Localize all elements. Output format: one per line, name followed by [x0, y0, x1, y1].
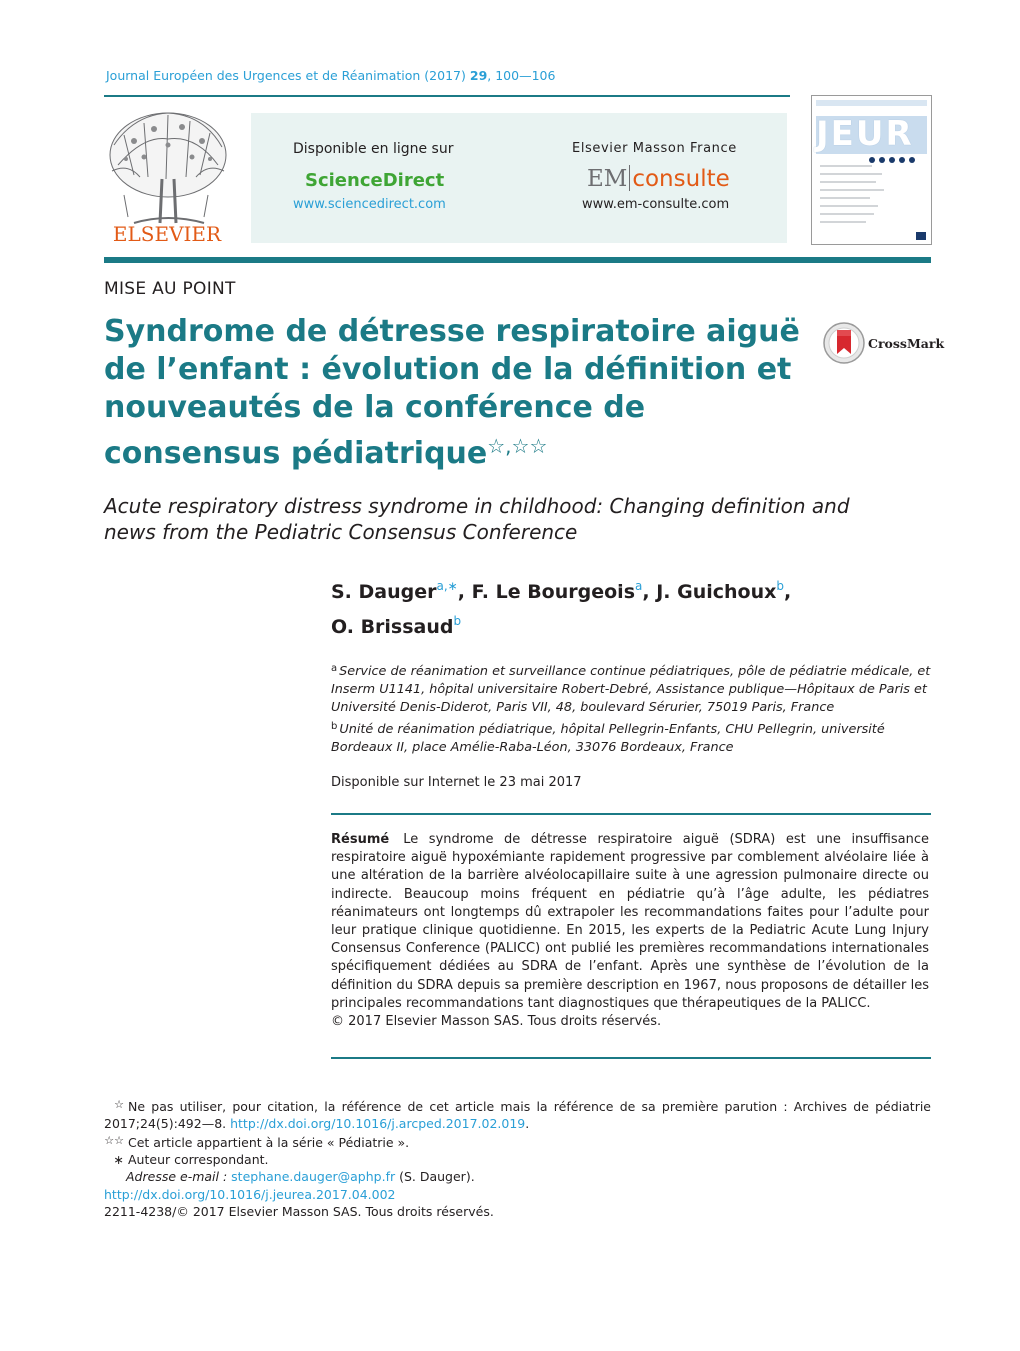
sciencedirect-logo[interactable]: ScienceDirect — [305, 170, 445, 191]
journal-volume: 29 — [469, 68, 488, 83]
footnote-mark: ☆ — [114, 1098, 124, 1111]
masthead-rule — [104, 257, 931, 263]
available-online-label: Disponible en ligne sur — [293, 141, 454, 157]
affiliation-item — [331, 660, 931, 718]
author-affiliation-mark[interactable]: b — [453, 614, 462, 628]
journal-pages: , 100—106 — [487, 68, 556, 83]
elsevier-wordmark: ELSEVIER — [112, 222, 222, 246]
journal-name: Journal Européen des Urgences et de Réanimation (2017) — [106, 68, 466, 83]
author-name: O. Brissaud — [331, 616, 454, 638]
footnote-item — [104, 1132, 931, 1151]
header-rule — [104, 95, 790, 97]
author-list — [331, 572, 911, 642]
journal-citation[interactable] — [106, 68, 555, 83]
sciencedirect-link[interactable]: www.sciencedirect.com — [293, 197, 446, 212]
consulte-logo-part: consulte — [632, 166, 730, 192]
author-name: F. Le Bourgeois — [471, 581, 635, 603]
footnote-mark: ☆☆ — [104, 1134, 124, 1147]
title-footnote-marks[interactable]: ☆,☆☆ — [487, 434, 548, 458]
email-link[interactable]: stephane.dauger@aphp.fr — [231, 1169, 396, 1184]
author-affiliation-mark[interactable]: a,∗ — [436, 579, 458, 593]
abstract — [331, 831, 929, 1031]
abstract-top-rule — [331, 813, 931, 815]
footnote-email — [104, 1168, 931, 1185]
reference-doi-link[interactable]: http://dx.doi.org/10.1016/j.arcped.2017.02.019 — [230, 1116, 526, 1131]
footnote-item — [104, 1096, 931, 1132]
affiliation-item — [331, 718, 931, 757]
footnote-mark: ∗ — [113, 1152, 124, 1167]
footnote-item — [104, 1151, 931, 1168]
footnote-end: . — [525, 1116, 530, 1131]
abstract-label: Résumé — [331, 832, 390, 847]
em-consulte-logo[interactable] — [587, 165, 730, 192]
email-label: Adresse e-mail : — [126, 1169, 228, 1184]
affiliations — [331, 660, 931, 757]
cover-title-letters: JEUR — [816, 114, 914, 154]
crossmark-label: CrossMark — [868, 336, 945, 351]
em-consulte-link[interactable]: www.em-consulte.com — [582, 197, 730, 212]
footnote-text: Auteur correspondant. — [128, 1152, 269, 1167]
ems-label: Elsevier Masson France — [572, 141, 737, 156]
abstract-text: Le syndrome de détresse respiratoire aiguë (SDRA) est une insuffisance respiratoire aiguë hypoxémiante rapidement progressive par comblement alvéolaire liée à une altération de la barrière alvéolocapillaire suite à une agression pulmonaire directe ou indirecte. Beaucoup moins fréquent en pédiatrie qu’à l’âge adulte, les pédiatres réanimateurs ont longtemps dû extrapoler les recommandations faites pour l’adulte pour leur pratique clinique quotidienne. En 2015, les experts de la Pediatric Acute Lung Injury Consensus Conference (PALICC) ont publié les premières recommandations internationales spécifiquement dédiées au SDRA de l’enfant. Après une synthèse de l’évolution de la définition du SDRA depuis sa première description en 1967, nous proposons de détailler les principales recommandations tant diagnostiques que thérapeutiques de la PALICC. — [331, 832, 929, 1011]
affiliation-text: Unité de réanimation pédiatrique, hôpital Pellegrin-Enfants, CHU Pellegrin, université Bordeaux II, place Amélie-Raba-Léon, 33076 Bordeaux, France — [331, 721, 885, 755]
affiliation-mark: b — [331, 720, 338, 732]
article-title-text: Syndrome de détresse respiratoire aiguë de l’enfant : évolution de la définition et nouveautés de la conférence de consensus pédiatrique — [104, 314, 800, 471]
copyright-line: © 2017 Elsevier Masson SAS. Tous droits réservés. — [331, 1014, 662, 1030]
article-title — [104, 313, 804, 473]
author-separator: , — [457, 581, 472, 603]
author-name: J. Guichoux — [656, 581, 777, 603]
article-doi-link[interactable]: http://dx.doi.org/10.1016/j.jeurea.2017.04.002 — [104, 1187, 396, 1202]
em-logo-part: EM — [587, 166, 628, 192]
footnote-text: Cet article appartient à la série « Pédiatrie ». — [128, 1135, 410, 1150]
email-owner: (S. Dauger). — [395, 1169, 475, 1184]
issn-copyright: 2211-4238/© 2017 Elsevier Masson SAS. Tous droits réservés. — [104, 1204, 494, 1219]
author-separator: , — [642, 581, 657, 603]
author-separator: , — [784, 581, 792, 603]
english-title: Acute respiratory distress syndrome in childhood: Changing definition and news from the Pediatric Consensus Conference — [104, 494, 850, 544]
crossmark-badge[interactable] — [821, 320, 945, 366]
journal-cover-thumbnail[interactable] — [811, 95, 932, 245]
abstract-bottom-rule — [331, 1057, 931, 1059]
author-name: S. Dauger — [331, 581, 437, 603]
author-affiliation-mark[interactable]: b — [776, 579, 784, 593]
footnote-text: Ne pas utiliser, pour citation, la référence de cet article mais la référence de sa première parution : Archives de pédiatrie 2017;24(5):492—8. — [104, 1099, 931, 1131]
author-affiliation-mark[interactable]: a — [635, 579, 643, 593]
affiliation-mark: a — [331, 663, 338, 674]
affiliation-text: Service de réanimation et surveillance continue pédiatriques, pôle de pédiatrie médicale, et Inserm U1141, hôpital universitaire Robert-Debré, Assistance publique—Hôpitaux de Paris et Université Denis-Diderot, Paris VII, 48, boulevard Sérurier, 75019 Paris, France — [331, 664, 931, 716]
logo-separator — [629, 165, 630, 191]
article-section: MISE AU POINT — [104, 279, 236, 299]
online-date: Disponible sur Internet le 23 mai 2017 — [331, 775, 582, 790]
footnotes — [104, 1096, 931, 1185]
